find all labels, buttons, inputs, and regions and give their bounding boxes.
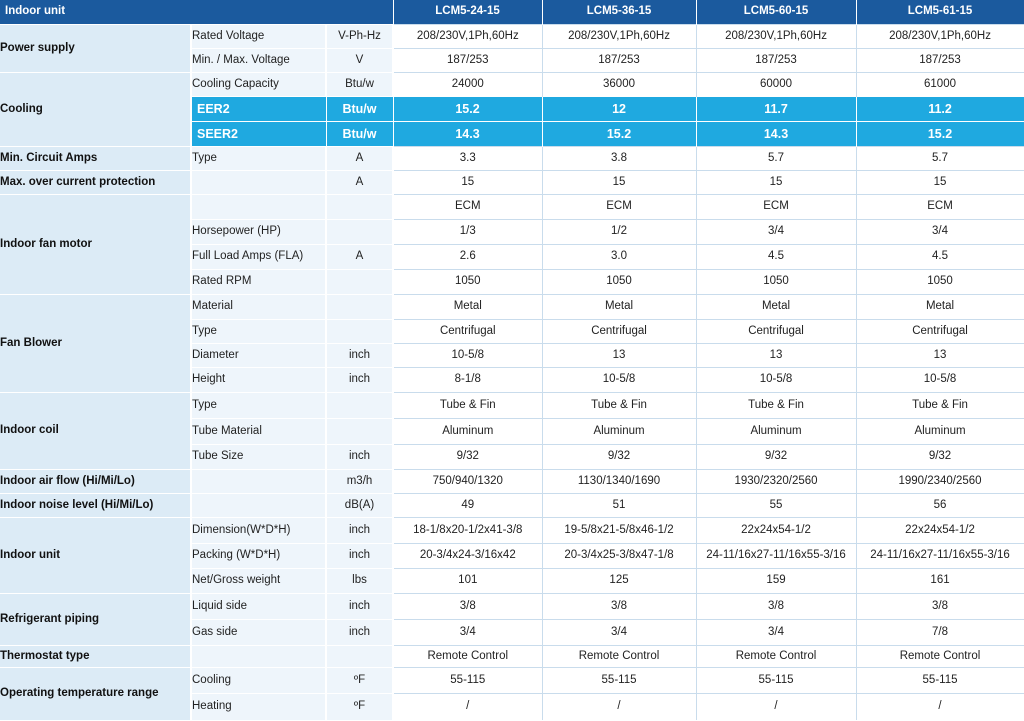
- spec-value: 187/253: [393, 49, 542, 73]
- spec-row: [0, 594, 1024, 620]
- group-label: Power supply: [0, 25, 191, 73]
- header-row: [0, 0, 1024, 25]
- spec-value: 14.3: [696, 122, 856, 147]
- spec-value: 161: [856, 569, 1024, 594]
- group-label: Refrigerant piping: [0, 594, 191, 646]
- spec-value: 49: [393, 494, 542, 518]
- spec-value: Centrifugal: [696, 320, 856, 344]
- spec-value: 3/8: [856, 594, 1024, 620]
- row-unit: [326, 270, 393, 295]
- row-unit: inch: [326, 368, 393, 393]
- row-item-label: Height: [191, 368, 326, 393]
- spec-value: 159: [696, 569, 856, 594]
- spec-value: 61000: [856, 73, 1024, 97]
- spec-value: Remote Control: [542, 646, 696, 668]
- spec-value: 187/253: [696, 49, 856, 73]
- spec-value: 11.7: [696, 97, 856, 122]
- row-unit: [326, 295, 393, 320]
- row-item-label: Min. / Max. Voltage: [191, 49, 326, 73]
- model-header: LCM5-61-15: [856, 0, 1024, 25]
- group-label: Indoor coil: [0, 393, 191, 470]
- row-unit: inch: [326, 544, 393, 569]
- spec-value: 1050: [856, 270, 1024, 295]
- spec-value: 3/4: [696, 620, 856, 646]
- row-unit: Btu/w: [326, 97, 393, 122]
- row-unit: ºF: [326, 694, 393, 720]
- spec-value: /: [542, 694, 696, 720]
- spec-value: 55-115: [856, 668, 1024, 694]
- spec-value: 1050: [393, 270, 542, 295]
- spec-value: 1/2: [542, 220, 696, 245]
- row-item-label: [191, 646, 326, 668]
- row-unit: [326, 646, 393, 668]
- spec-value: 9/32: [856, 445, 1024, 470]
- spec-value: 12: [542, 97, 696, 122]
- row-unit: ºF: [326, 668, 393, 694]
- spec-value: 11.2: [856, 97, 1024, 122]
- row-unit: inch: [326, 445, 393, 470]
- spec-value: 187/253: [856, 49, 1024, 73]
- group-label: Max. over current protection: [0, 171, 191, 195]
- model-header: LCM5-24-15: [393, 0, 542, 25]
- spec-row: [0, 295, 1024, 320]
- spec-value: 55: [696, 494, 856, 518]
- row-item-label: Rated RPM: [191, 270, 326, 295]
- spec-value: Remote Control: [393, 646, 542, 668]
- row-item-label: Tube Material: [191, 419, 326, 445]
- row-item-label: Cooling: [191, 668, 326, 694]
- spec-row: [0, 393, 1024, 419]
- spec-value: 20-3/4x25-3/8x47-1/8: [542, 544, 696, 569]
- spec-value: 24000: [393, 73, 542, 97]
- spec-value: 3.8: [542, 147, 696, 171]
- row-item-label: Material: [191, 295, 326, 320]
- spec-value: 9/32: [696, 445, 856, 470]
- spec-value: 7/8: [856, 620, 1024, 646]
- row-unit: [326, 393, 393, 419]
- model-header: LCM5-60-15: [696, 0, 856, 25]
- spec-value: /: [696, 694, 856, 720]
- spec-value: ECM: [856, 195, 1024, 220]
- spec-value: 55-115: [696, 668, 856, 694]
- spec-value: 9/32: [393, 445, 542, 470]
- spec-value: 1930/2320/2560: [696, 470, 856, 494]
- spec-value: 4.5: [856, 245, 1024, 270]
- row-item-label: Packing (W*D*H): [191, 544, 326, 569]
- spec-value: 56: [856, 494, 1024, 518]
- spec-value: Metal: [856, 295, 1024, 320]
- spec-value: 13: [696, 344, 856, 368]
- row-item-label: Gas side: [191, 620, 326, 646]
- row-unit: m3/h: [326, 470, 393, 494]
- row-unit: A: [326, 147, 393, 171]
- spec-value: 55-115: [393, 668, 542, 694]
- row-item-label: Type: [191, 147, 326, 171]
- spec-value: 3/4: [393, 620, 542, 646]
- spec-value: /: [393, 694, 542, 720]
- spec-value: Centrifugal: [542, 320, 696, 344]
- header-label: Indoor unit: [0, 0, 393, 25]
- spec-value: Aluminum: [542, 419, 696, 445]
- spec-value: 51: [542, 494, 696, 518]
- spec-row: [0, 73, 1024, 97]
- spec-value: Metal: [542, 295, 696, 320]
- row-item-label: Tube Size: [191, 445, 326, 470]
- spec-value: Tube & Fin: [542, 393, 696, 419]
- spec-value: 3.0: [542, 245, 696, 270]
- group-label: Min. Circuit Amps: [0, 147, 191, 171]
- spec-value: Centrifugal: [856, 320, 1024, 344]
- model-header: LCM5-36-15: [542, 0, 696, 25]
- spec-value: 15: [856, 171, 1024, 195]
- spec-row: [0, 494, 1024, 518]
- row-item-label: Type: [191, 320, 326, 344]
- row-item-label: [191, 470, 326, 494]
- row-item-label: Liquid side: [191, 594, 326, 620]
- group-label: Indoor fan motor: [0, 195, 191, 295]
- spec-value: 15: [696, 171, 856, 195]
- group-label: Indoor unit: [0, 518, 191, 594]
- row-item-label: Full Load Amps (FLA): [191, 245, 326, 270]
- spec-value: 60000: [696, 73, 856, 97]
- spec-row: [0, 518, 1024, 544]
- row-unit: [326, 195, 393, 220]
- spec-value: Metal: [696, 295, 856, 320]
- row-item-label: Diameter: [191, 344, 326, 368]
- spec-value: 24-11/16x27-11/16x55-3/16: [856, 544, 1024, 569]
- spec-value: Centrifugal: [393, 320, 542, 344]
- spec-value: 9/32: [542, 445, 696, 470]
- spec-value: 15: [393, 171, 542, 195]
- spec-value: 2.6: [393, 245, 542, 270]
- spec-value: 208/230V,1Ph,60Hz: [696, 25, 856, 49]
- row-item-label: Net/Gross weight: [191, 569, 326, 594]
- spec-value: 750/940/1320: [393, 470, 542, 494]
- row-unit: V: [326, 49, 393, 73]
- spec-value: 3/4: [696, 220, 856, 245]
- row-unit: Btu/w: [326, 122, 393, 147]
- spec-value: 8-1/8: [393, 368, 542, 393]
- spec-value: Tube & Fin: [856, 393, 1024, 419]
- row-unit: inch: [326, 620, 393, 646]
- row-unit: [326, 419, 393, 445]
- spec-value: Aluminum: [696, 419, 856, 445]
- spec-value: 187/253: [542, 49, 696, 73]
- spec-value: 15.2: [856, 122, 1024, 147]
- row-unit: inch: [326, 344, 393, 368]
- row-item-label: Heating: [191, 694, 326, 720]
- spec-body: [0, 25, 1024, 720]
- spec-value: 13: [542, 344, 696, 368]
- spec-value: 1990/2340/2560: [856, 470, 1024, 494]
- spec-row: [0, 25, 1024, 49]
- spec-value: 55-115: [542, 668, 696, 694]
- spec-value: 5.7: [856, 147, 1024, 171]
- spec-value: 36000: [542, 73, 696, 97]
- spec-value: ECM: [393, 195, 542, 220]
- spec-value: 10-5/8: [856, 368, 1024, 393]
- spec-value: 10-5/8: [393, 344, 542, 368]
- spec-value: ECM: [696, 195, 856, 220]
- row-item-label: [191, 195, 326, 220]
- row-unit: lbs: [326, 569, 393, 594]
- spec-value: 10-5/8: [696, 368, 856, 393]
- group-label: Indoor air flow (Hi/Mi/Lo): [0, 470, 191, 494]
- spec-value: 15.2: [393, 97, 542, 122]
- spec-value: 15.2: [542, 122, 696, 147]
- spec-value: 20-3/4x24-3/16x42: [393, 544, 542, 569]
- row-item-label: [191, 494, 326, 518]
- spec-value: 1130/1340/1690: [542, 470, 696, 494]
- row-unit: A: [326, 245, 393, 270]
- spec-value: 101: [393, 569, 542, 594]
- row-unit: A: [326, 171, 393, 195]
- spec-value: 22x24x54-1/2: [696, 518, 856, 544]
- spec-value: 3/8: [393, 594, 542, 620]
- spec-value: Tube & Fin: [393, 393, 542, 419]
- group-label: Thermostat type: [0, 646, 191, 668]
- spec-value: 14.3: [393, 122, 542, 147]
- group-label: Indoor noise level (Hi/Mi/Lo): [0, 494, 191, 518]
- group-label: Cooling: [0, 73, 191, 147]
- spec-value: 18-1/8x20-1/2x41-3/8: [393, 518, 542, 544]
- row-unit: [326, 320, 393, 344]
- spec-value: 1050: [542, 270, 696, 295]
- spec-value: 3/8: [542, 594, 696, 620]
- row-unit: inch: [326, 518, 393, 544]
- spec-value: 125: [542, 569, 696, 594]
- row-item-label: EER2: [191, 97, 326, 122]
- spec-value: 208/230V,1Ph,60Hz: [856, 25, 1024, 49]
- spec-value: 208/230V,1Ph,60Hz: [542, 25, 696, 49]
- spec-row: [0, 195, 1024, 220]
- spec-row: [0, 470, 1024, 494]
- spec-row: [0, 668, 1024, 694]
- spec-value: /: [856, 694, 1024, 720]
- row-unit: inch: [326, 594, 393, 620]
- spec-value: Remote Control: [696, 646, 856, 668]
- row-unit: [326, 220, 393, 245]
- row-item-label: SEER2: [191, 122, 326, 147]
- row-unit: V-Ph-Hz: [326, 25, 393, 49]
- spec-value: 24-11/16x27-11/16x55-3/16: [696, 544, 856, 569]
- spec-value: 5.7: [696, 147, 856, 171]
- spec-value: 3/8: [696, 594, 856, 620]
- spec-value: 4.5: [696, 245, 856, 270]
- row-unit: Btu/w: [326, 73, 393, 97]
- spec-value: Metal: [393, 295, 542, 320]
- spec-row: [0, 171, 1024, 195]
- row-item-label: Type: [191, 393, 326, 419]
- spec-row: [0, 646, 1024, 668]
- row-item-label: Cooling Capacity: [191, 73, 326, 97]
- spec-value: 13: [856, 344, 1024, 368]
- spec-row: [0, 147, 1024, 171]
- row-item-label: Rated Voltage: [191, 25, 326, 49]
- spec-value: 1050: [696, 270, 856, 295]
- group-label: Fan Blower: [0, 295, 191, 393]
- row-item-label: [191, 171, 326, 195]
- spec-value: 3/4: [856, 220, 1024, 245]
- spec-value: 3.3: [393, 147, 542, 171]
- group-label: Operating temperature range: [0, 668, 191, 720]
- spec-value: 19-5/8x21-5/8x46-1/2: [542, 518, 696, 544]
- spec-value: 1/3: [393, 220, 542, 245]
- spec-value: 10-5/8: [542, 368, 696, 393]
- spec-value: 22x24x54-1/2: [856, 518, 1024, 544]
- spec-value: 15: [542, 171, 696, 195]
- row-unit: dB(A): [326, 494, 393, 518]
- row-item-label: Horsepower (HP): [191, 220, 326, 245]
- spec-value: ECM: [542, 195, 696, 220]
- spec-value: Tube & Fin: [696, 393, 856, 419]
- spec-value: 3/4: [542, 620, 696, 646]
- row-item-label: Dimension(W*D*H): [191, 518, 326, 544]
- spec-value: 208/230V,1Ph,60Hz: [393, 25, 542, 49]
- spec-value: Aluminum: [856, 419, 1024, 445]
- spec-value: Remote Control: [856, 646, 1024, 668]
- spec-value: Aluminum: [393, 419, 542, 445]
